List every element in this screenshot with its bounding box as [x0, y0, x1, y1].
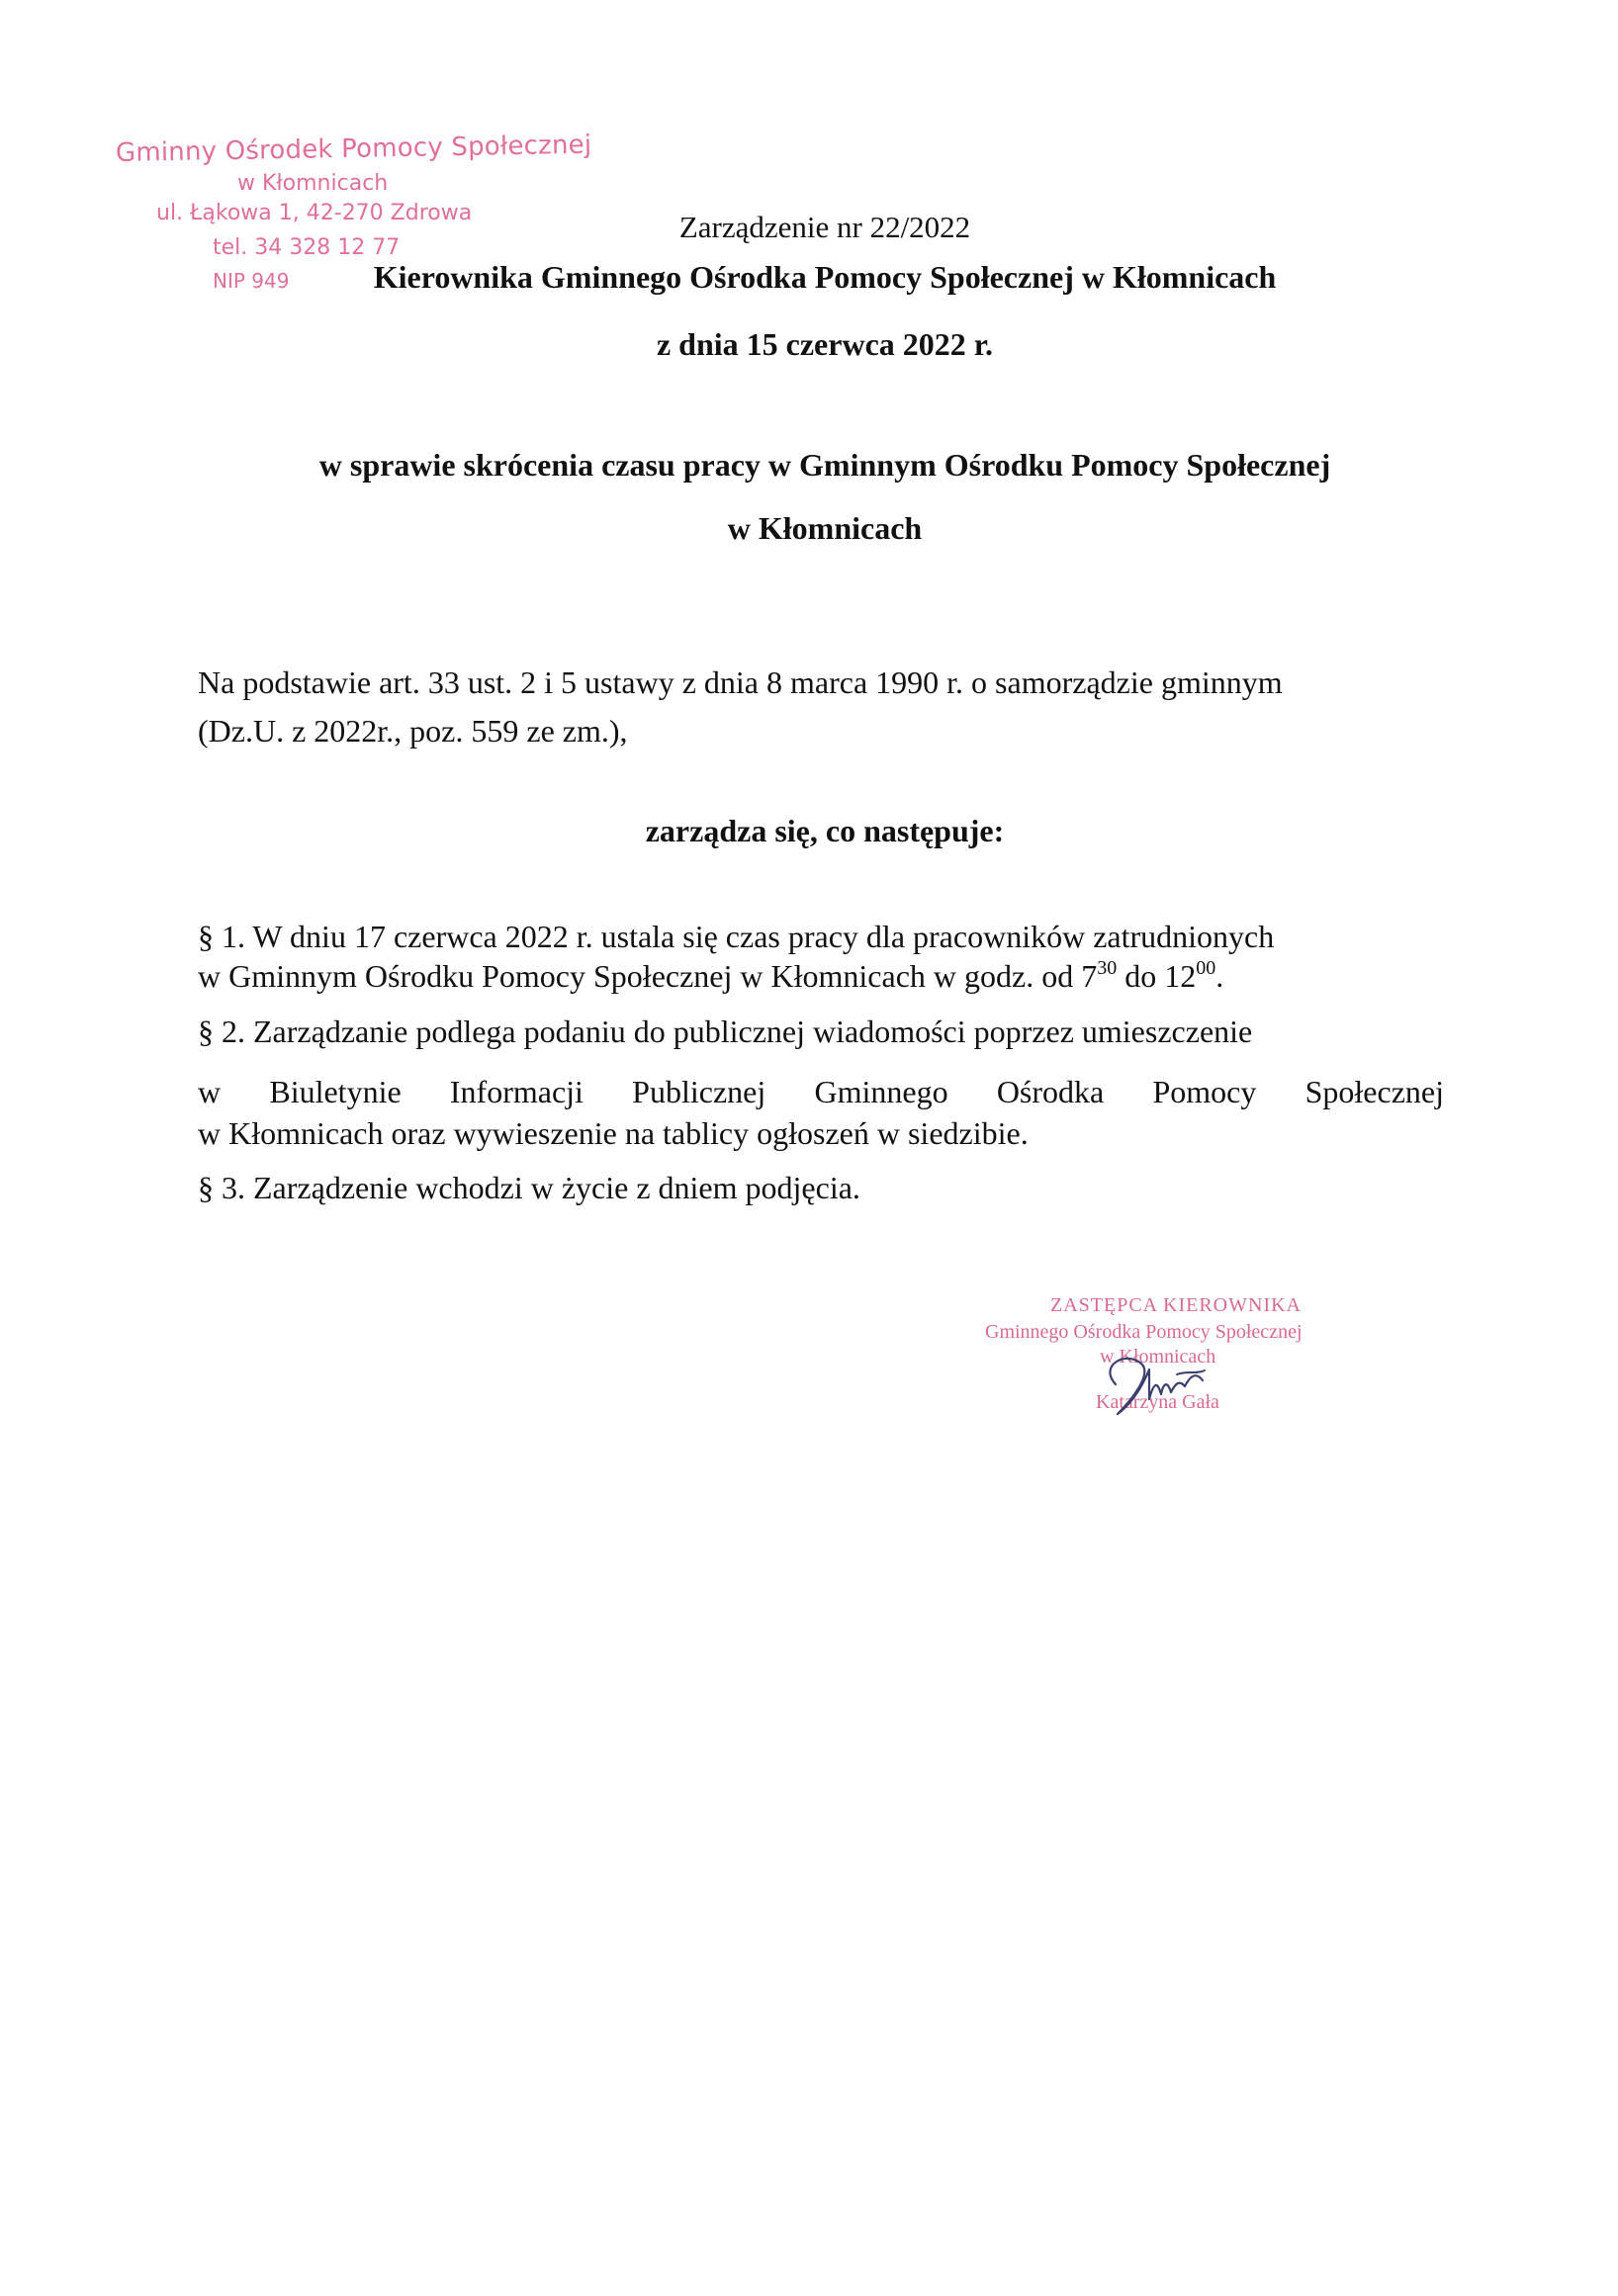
paragraph-1-text-1: § 1. W dniu 17 czerwca 2022 r. ustala się czas pracy dla pracowników zatrudnionych: [198, 919, 1275, 954]
paragraph-2-word: Gminnego: [814, 1074, 948, 1109]
paragraph-1-text-3: do 12: [1117, 958, 1197, 994]
stamp-institution-name: Gminny Ośrodek Pomocy Społecznej: [115, 130, 592, 168]
paragraph-1-line-1: [198, 919, 1444, 955]
stamp-city: w Kłomnicach: [237, 171, 389, 196]
stamp-nip: NIP 949: [213, 269, 290, 293]
paragraph-2-word: Biuletynie: [269, 1074, 402, 1109]
paragraph-1-text-end: .: [1215, 958, 1224, 994]
paragraph-1-line-2: [198, 958, 1223, 995]
subject-line-1: w sprawie skrócenia czasu pracy w Gminnym Ośrodku Pomocy Społecznej: [318, 447, 1331, 483]
end-time-minutes: 00: [1196, 957, 1216, 979]
start-time-minutes: 30: [1097, 957, 1118, 979]
signature-stamp-org: Gminnego Ośrodka Pomocy Społecznej: [985, 1321, 1303, 1343]
subject-line-2: w Kłomnicach: [727, 510, 923, 546]
paragraph-1-text-2: w Gminnym Ośrodku Pomocy Społecznej w Kłomnicach w godz. od 7: [198, 958, 1098, 994]
legal-basis-line-2: (Dz.U. z 2022r., poz. 559 ze zm.),: [198, 713, 628, 749]
paragraph-2-line-2: [198, 1074, 1444, 1110]
stamp-address: ul. Łąkowa 1, 42-270 Zdrowa: [156, 201, 473, 225]
paragraph-2-word: Społecznej: [1304, 1074, 1444, 1109]
paragraph-2-line-1: § 2. Zarządzanie podlega podaniu do publicznej wiadomości poprzez umieszczenie: [198, 1014, 1253, 1049]
signature-stamp-role: ZASTĘPCA KIEROWNIKA: [1050, 1294, 1302, 1316]
decree-phrase: zarządza się, co następuje:: [645, 813, 1005, 848]
paragraph-2-word: Pomocy: [1152, 1074, 1257, 1109]
signature-stamp-name: Katarzyna Gała: [1096, 1391, 1219, 1413]
paragraph-2-word: w: [198, 1074, 222, 1109]
document-number: Zarządzenie nr 22/2022: [678, 210, 971, 244]
document-issuer: Kierownika Gminnego Ośrodka Pomocy Społecznej w Kłomnicach: [373, 259, 1277, 295]
stamp-phone: tel. 34 328 12 77: [213, 235, 401, 260]
signature-stamp-city: w Kłomnicach: [1100, 1346, 1216, 1368]
paragraph-2-word: Informacji: [449, 1074, 584, 1109]
paragraph-3: § 3. Zarządzenie wchodzi w życie z dniem podjęcia.: [198, 1170, 860, 1205]
paragraph-2-word: Ośrodka: [996, 1074, 1105, 1109]
legal-basis-line-1: Na podstawie art. 33 ust. 2 i 5 ustawy z dnia 8 marca 1990 r. o samorządzie gminnym: [198, 664, 1283, 700]
handwritten-signature: [1088, 1345, 1216, 1424]
paragraph-2-word: Publicznej: [632, 1074, 766, 1109]
document-date: z dnia 15 czerwca 2022 r.: [656, 326, 994, 362]
paragraph-2-line-3: w Kłomnicach oraz wywieszenie na tablicy ogłoszeń w siedzibie.: [198, 1115, 1029, 1151]
